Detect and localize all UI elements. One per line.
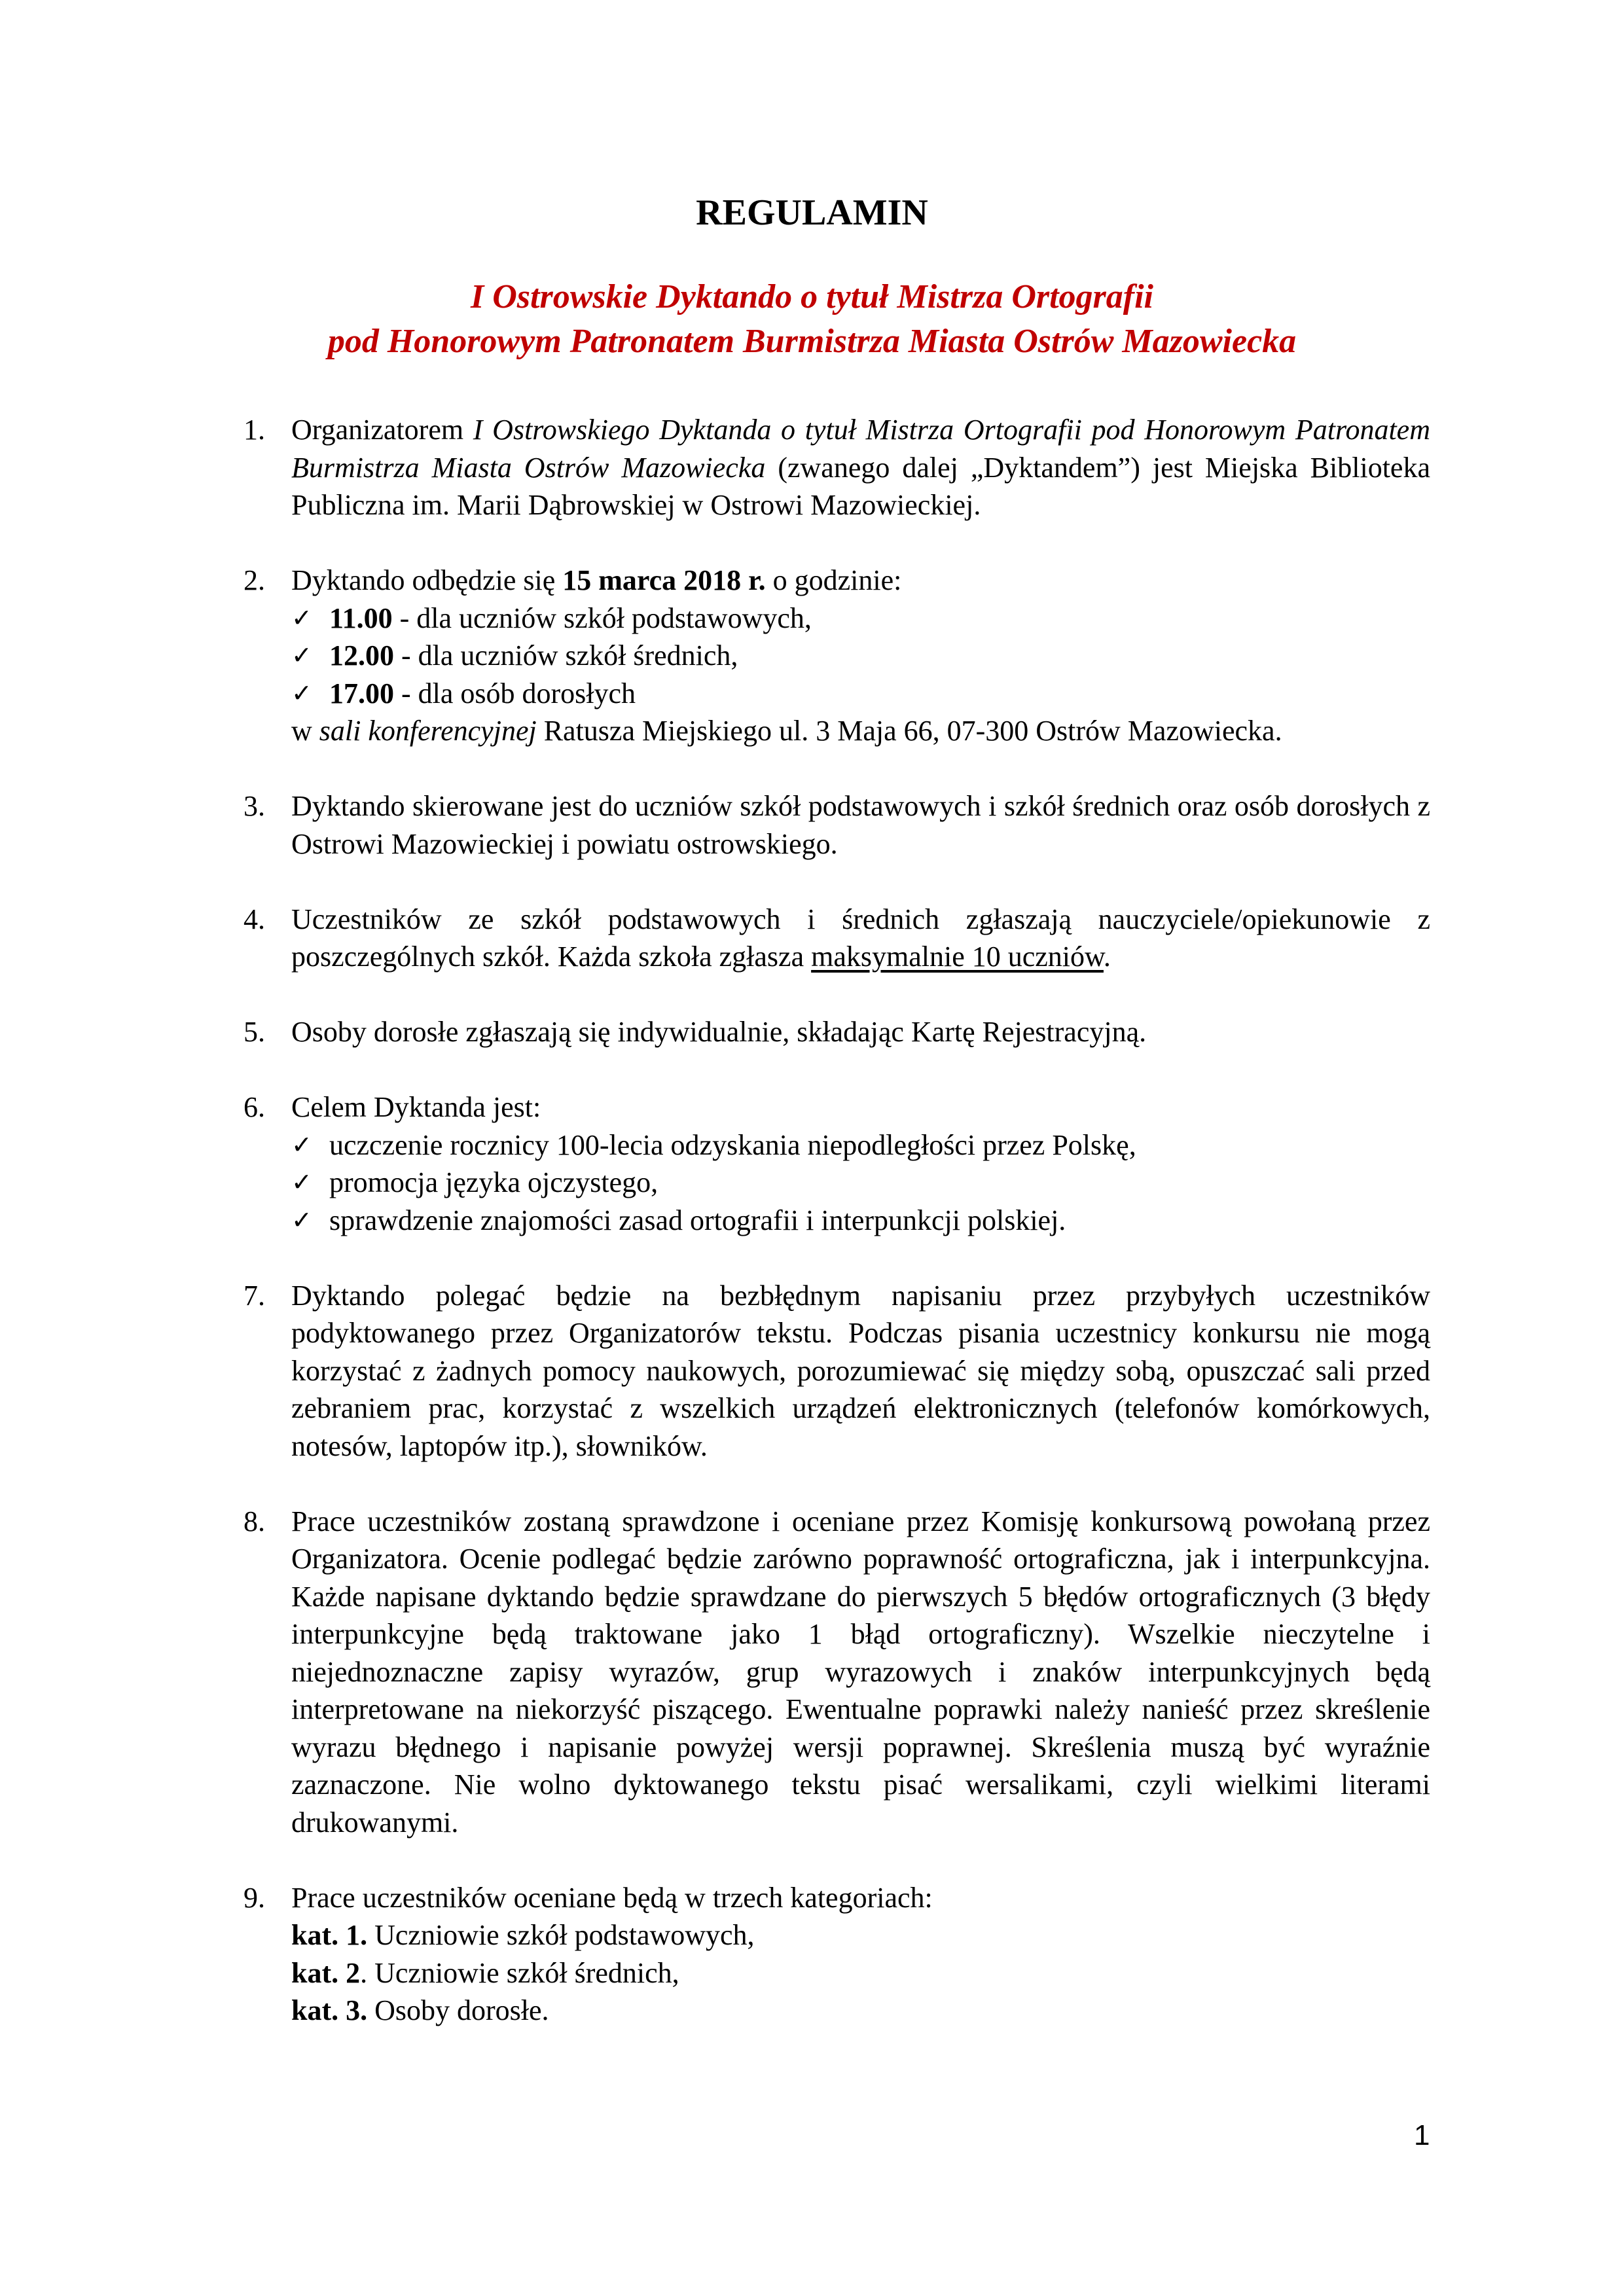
checkmark-icon: ✓ <box>291 678 312 708</box>
checkmark-icon: ✓ <box>291 603 312 632</box>
item-number: 1. <box>244 414 265 446</box>
rule-item-3 <box>244 787 1430 863</box>
category-desc: . Uczniowie szkół średnich, <box>360 1956 679 1989</box>
schedule-time: 11.00 <box>329 601 393 634</box>
checkmark-icon: ✓ <box>291 641 312 670</box>
item-text: Prace uczestników zostaną sprawdzone i oceniane przez Komisję konkursową powołaną przez Organizatora. Ocenie podlegać będzie zarówno poprawność ortograficzna, jak i interpunkcyjna. Każde napisane dyktando będzie sprawdzane do pierwszych 5 błędów ortograficznych (3 błędy interpunkcyjne będą traktowane jako 1 błąd ortograficzny). Wszelkie nieczytelne i niejednoznaczne zapisy wyrazów, grup wyrazowych i znaków interpunkcyjnych będą interpretowane na niekorzyść piszącego. Ewentualne poprawki należy nanieść przez skreślenie wyrazu błędnego i napisanie powyżej wersji poprawnej. Skreślenia muszą być wyraźnie zaznaczone. Nie wolno dyktowanego tekstu pisać wersalikami, czyli wielkimi literami drukowanymi. <box>291 1505 1430 1839</box>
item-number: 7. <box>244 1279 265 1312</box>
text-segment: . <box>1103 941 1111 973</box>
checkmark-icon: ✓ <box>291 1205 312 1234</box>
event-date: 15 marca 2018 r. <box>562 564 766 596</box>
category-label: kat. 1. <box>291 1919 368 1951</box>
document-title: REGULAMIN <box>696 192 928 233</box>
schedule-time: 17.00 <box>329 677 394 709</box>
text-segment: Dyktando odbędzie się <box>291 564 563 596</box>
item-intro <box>291 562 1430 600</box>
rule-item-4 <box>244 901 1430 976</box>
schedule-desc: - dla osób dorosłych <box>394 677 636 709</box>
schedule-entry <box>291 675 1430 713</box>
text-segment: Organizatorem <box>291 414 473 446</box>
item-text <box>291 411 1430 524</box>
goal-text: promocja języka ojczystego, <box>329 1166 659 1198</box>
item-text: Osoby dorosłe zgłaszają się indywidualnie, składając Kartę Rejestracyjną. <box>291 1016 1147 1048</box>
rule-item-8 <box>244 1503 1430 1842</box>
schedule-time: 12.00 <box>329 639 394 672</box>
category-desc: Uczniowie szkół podstawowych, <box>367 1919 755 1951</box>
rules-list <box>244 411 1430 2030</box>
text-segment: o godzinie: <box>765 564 902 596</box>
schedule-desc: - dla uczniów szkół podstawowych, <box>392 601 812 634</box>
category-label: kat. 2 <box>291 1956 361 1989</box>
goal-entry <box>291 1164 1430 1202</box>
item-number: 3. <box>244 790 265 822</box>
goal-text: sprawdzenie znajomości zasad ortografii i interpunkcji polskiej. <box>329 1204 1066 1236</box>
schedule-desc: - dla uczniów szkół średnich, <box>394 639 738 672</box>
rule-item-7 <box>244 1277 1430 1465</box>
text-segment: w <box>291 715 319 747</box>
item-text: Dyktando skierowane jest do uczniów szkół podstawowych i szkół średnich oraz osób dorosłych z Ostrowi Mazowieckiej i powiatu ostrowskiego. <box>291 790 1430 860</box>
category-entry <box>291 1954 1430 1992</box>
page-number: 1 <box>1414 2119 1430 2151</box>
rule-item-9 <box>244 1879 1430 2030</box>
text-segment: Uczestników ze szkół podstawowych i średnich zgłaszają nauczyciele/opiekunowie z poszczególnych szkół. Każda szkoła zgłasza <box>291 903 1430 973</box>
category-desc: Osoby dorosłe. <box>367 1994 549 2026</box>
checkmark-icon: ✓ <box>291 1130 312 1159</box>
item-number: 8. <box>244 1505 265 1537</box>
item-number: 5. <box>244 1016 265 1048</box>
item-text: Dyktando polegać będzie na bezbłędnym napisaniu przez przybyłych uczestników podyktowanego przez Organizatorów tekstu. Podczas pisania uczestnicy konkursu nie mogą korzystać z żadnych pomocy naukowych, porozumiewać się między sobą, opuszczać sali przed zebraniem prac, korzystać z wszelkich urządzeń elektronicznych (telefonów komórkowych, notesów, laptopów itp.), słowników. <box>291 1279 1430 1462</box>
item-number: 6. <box>244 1091 265 1123</box>
goal-entry <box>291 1202 1430 1240</box>
rule-item-5 <box>244 1013 1430 1051</box>
underlined-limit: maksymalnie 10 uczniów <box>811 941 1104 973</box>
text-segment: (zwanego dalej „Dyktandem”) jest Miejska Biblioteka Publiczna im. Marii Dąbrowskiej w Ostrowi Mazowieckiej. <box>291 451 1430 521</box>
location-room: sali konferencyjnej <box>319 715 537 747</box>
schedule-entry <box>291 637 1430 675</box>
location-address: Ratusza Miejskiego ul. 3 Maja 66, 07-300 Ostrów Mazowiecka. <box>536 715 1282 747</box>
goal-text: uczczenie rocznicy 100-lecia odzyskania niepodległości przez Polskę, <box>329 1128 1136 1161</box>
italic-event-name: I Ostrowskiego Dyktanda o tytuł Mistrza Ortografii pod Honorowym Patronatem Burmistrza Miasta Ostrów Mazowiecka <box>291 414 1430 484</box>
schedule-entry <box>291 600 1430 637</box>
category-entry <box>291 1992 1430 2030</box>
event-location <box>291 712 1430 750</box>
item-number: 4. <box>244 903 265 935</box>
checkmark-icon: ✓ <box>291 1168 312 1196</box>
goal-entry <box>291 1126 1430 1164</box>
rule-item-6 <box>244 1088 1430 1239</box>
category-label: kat. 3. <box>291 1994 368 2026</box>
item-number: 2. <box>244 564 265 596</box>
document-subtitle <box>0 275 1624 364</box>
category-entry <box>291 1916 1430 1954</box>
subtitle-line: I Ostrowskie Dyktando o tytuł Mistrza Ortografii <box>470 278 1154 315</box>
rule-item-2 <box>244 562 1430 750</box>
item-intro: Prace uczestników oceniane będą w trzech kategoriach: <box>291 1881 933 1914</box>
rule-item-1 <box>244 411 1430 524</box>
item-number: 9. <box>244 1881 265 1914</box>
subtitle-line: pod Honorowym Patronatem Burmistrza Miasta Ostrów Mazowiecka <box>327 323 1297 360</box>
item-text <box>291 901 1430 976</box>
item-intro: Celem Dyktanda jest: <box>291 1091 541 1123</box>
